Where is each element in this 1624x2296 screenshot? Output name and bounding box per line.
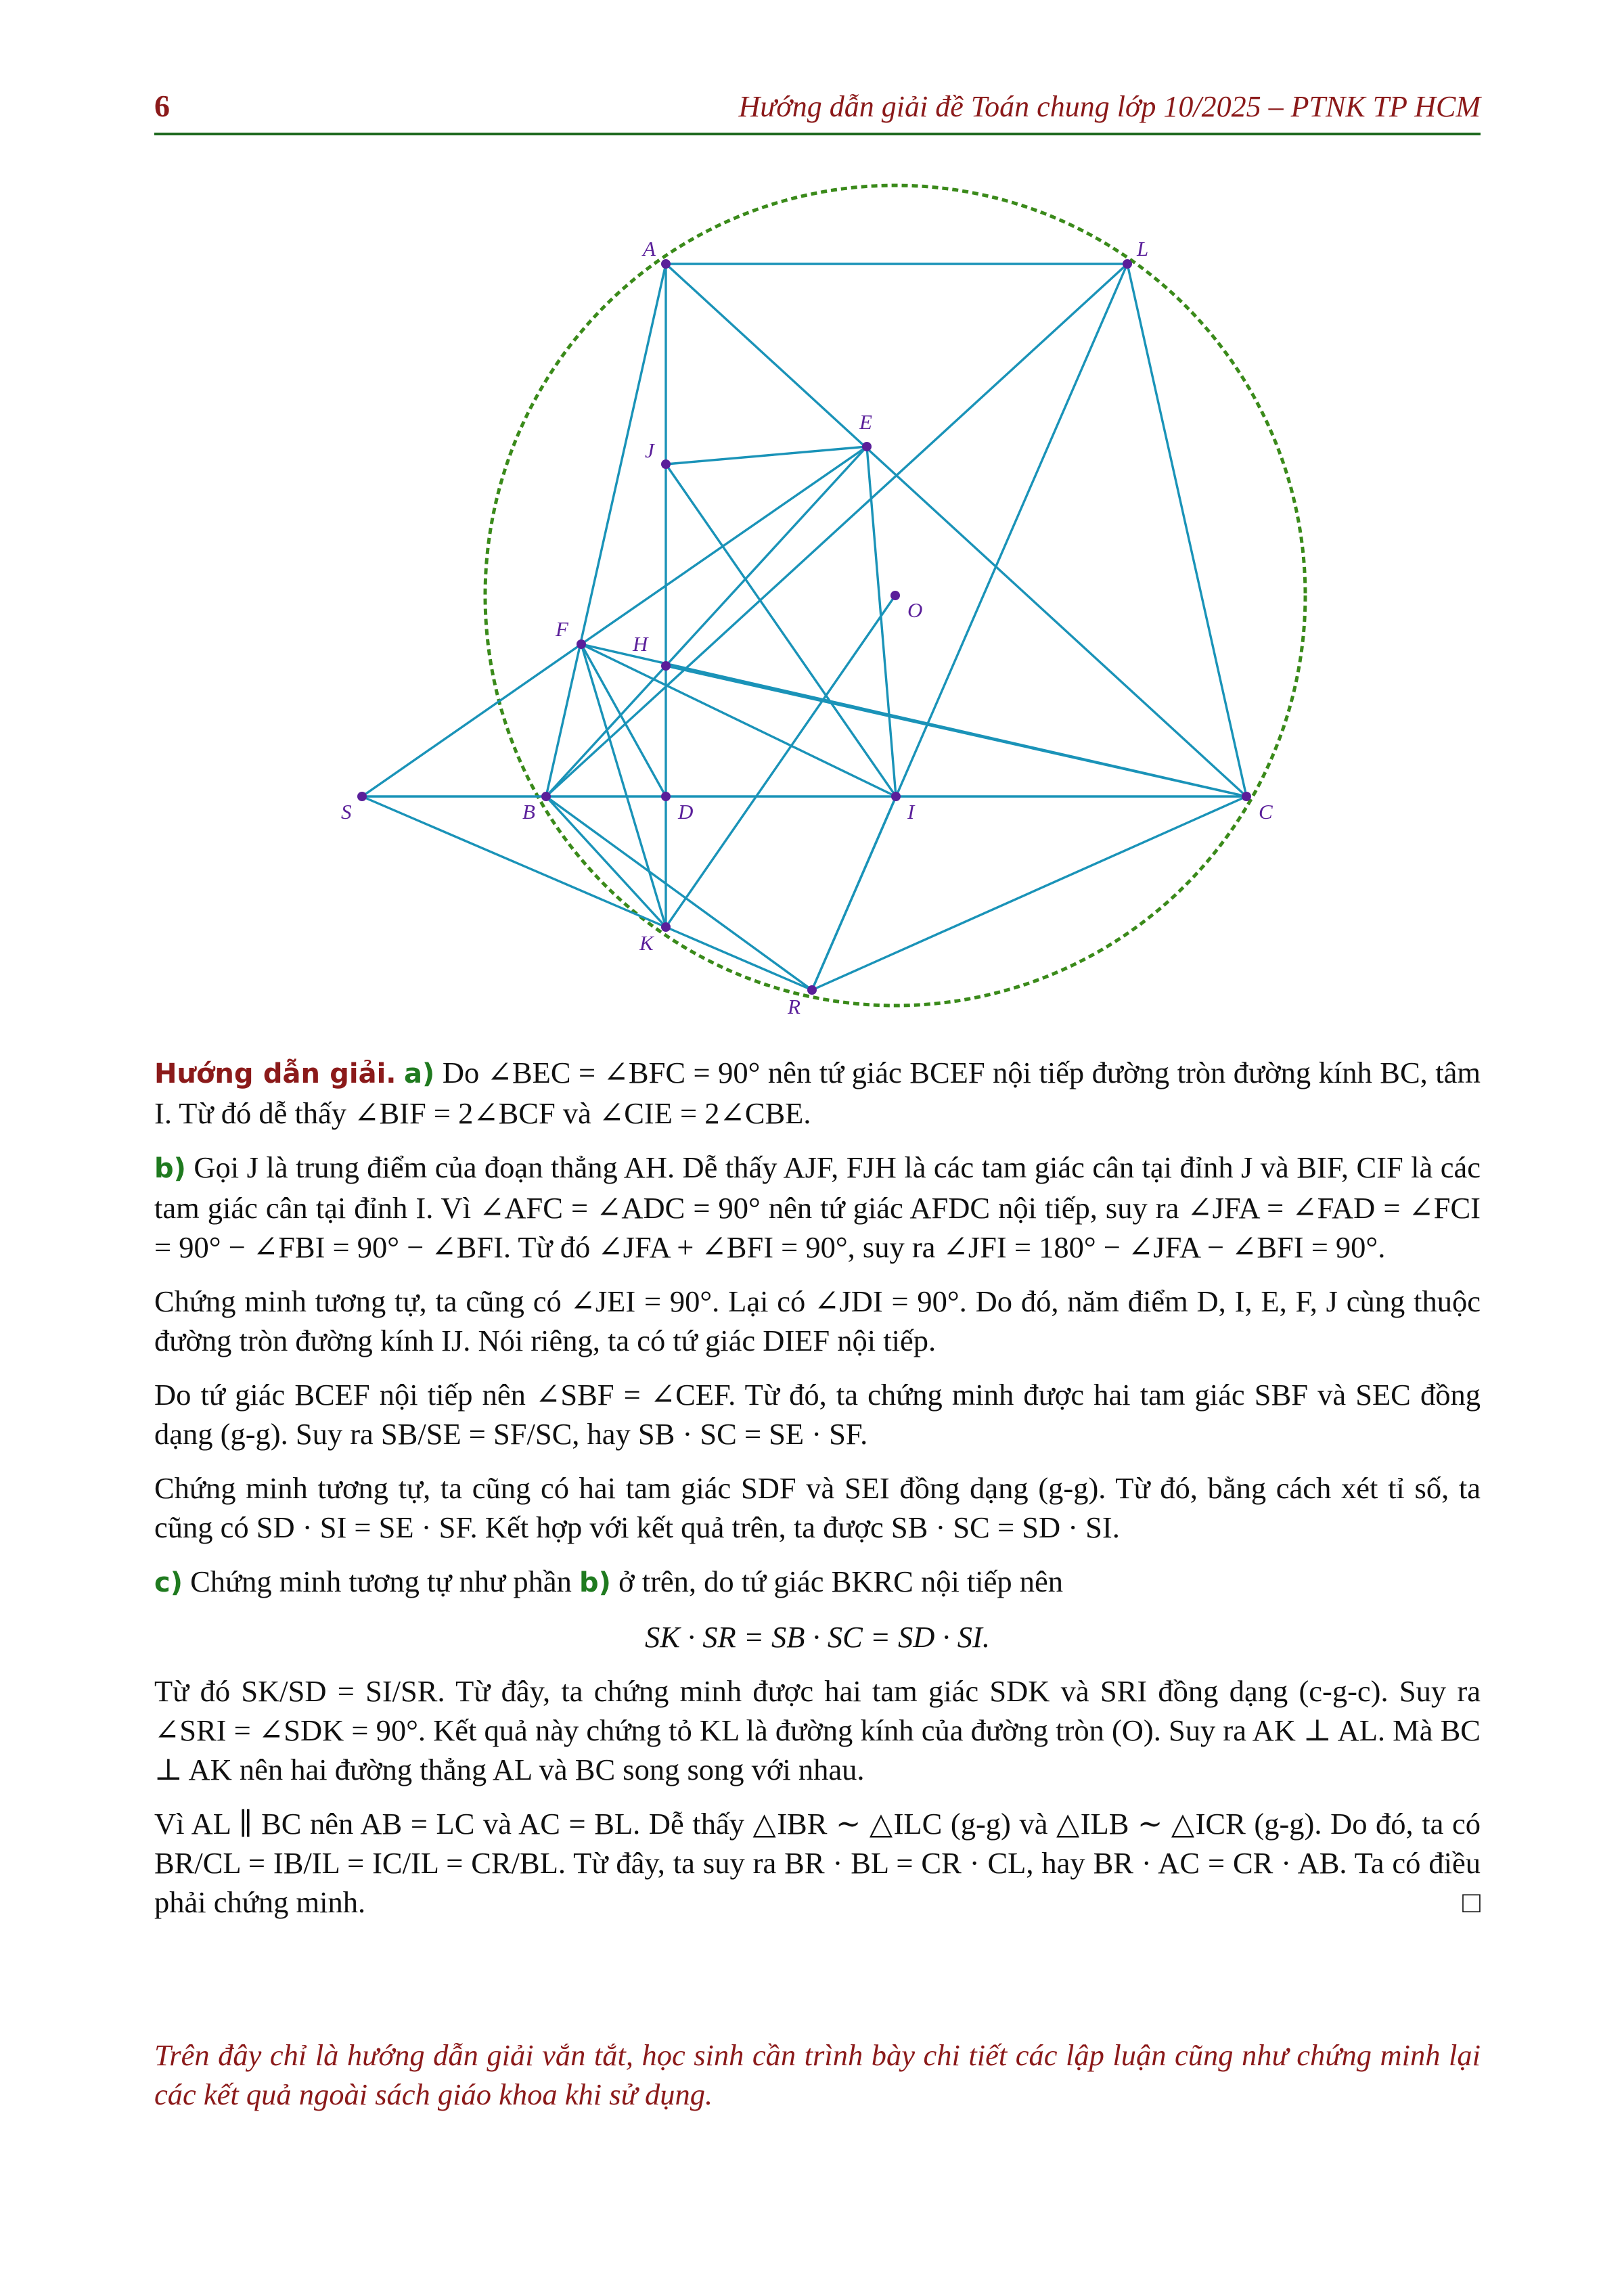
label-f: F bbox=[556, 617, 568, 641]
paragraph-3: Chứng minh tương tự, ta cũng có ∠JEI = 90°. Lại có ∠JDI = 90°. Do đó, năm điểm D, I, E, F, J cùng thuộc đường tròn đường kính IJ. Nói riêng, ta có tứ giác DIEF nội tiếp. bbox=[154, 1284, 1481, 1357]
part-a-label: a) bbox=[404, 1058, 435, 1089]
part-b-label: b) bbox=[154, 1153, 186, 1184]
point-f bbox=[577, 639, 586, 649]
label-e: E bbox=[859, 410, 872, 434]
point-i bbox=[891, 792, 901, 801]
point-r bbox=[807, 985, 817, 995]
point-labels bbox=[341, 237, 1273, 1018]
paragraph-8 bbox=[154, 1804, 1481, 1922]
display-formula: SK · SR = SB · SC = SD · SI. bbox=[645, 1620, 990, 1654]
part-c-text-post: ở trên, do tứ giác BKRC nội tiếp nên bbox=[618, 1565, 1064, 1598]
label-l: L bbox=[1137, 237, 1149, 261]
header-rule bbox=[154, 133, 1481, 135]
running-title: Hướng dẫn giải đề Toán chung lớp 10/2025 – PTNK TP HCM bbox=[738, 90, 1481, 123]
paragraph-4: Do tứ giác BCEF nội tiếp nên ∠SBF = ∠CEF. Từ đó, ta chứng minh được hai tam giác SBF và SEC đồng dạng (g-g). Suy ra SB/SE = SF/SC, hay SB · SC = SE · SF. bbox=[154, 1378, 1481, 1451]
point-c bbox=[1242, 792, 1251, 801]
point-s bbox=[357, 792, 367, 801]
page-header bbox=[154, 88, 1481, 137]
part-c-text-pre: Chứng minh tương tự như phần bbox=[190, 1565, 572, 1598]
label-h: H bbox=[633, 632, 648, 656]
solution-label: Hướng dẫn giải. bbox=[154, 1058, 397, 1089]
label-a: A bbox=[643, 237, 656, 261]
part-b-text: Gọi J là trung điểm của đoạn thẳng AH. Dễ thấy AJF, FJH là các tam giác cân tại đỉnh J và BIF, CIF là các tam giác cân tại đỉnh I. Vì ∠AFC = ∠ADC = 90° nên tứ giác AFDC nội tiếp, suy ra ∠JFA = ∠FAD = ∠FCI = 90° − ∠FBI = 90° − ∠BFI. Từ đó ∠JFA + ∠BFI = 90°, suy ra ∠JFI = 180° − ∠JFA − ∠BFI = 90°. bbox=[154, 1150, 1481, 1264]
point-k bbox=[661, 922, 671, 932]
solution-part-c bbox=[154, 1562, 1481, 1602]
point-e bbox=[862, 442, 872, 451]
label-k: K bbox=[639, 931, 654, 955]
paragraph-7: Từ đó SK/SD = SI/SR. Từ đây, ta chứng minh được hai tam giác SDK và SRI đồng dạng (c-g-c). Suy ra ∠SRI = ∠SDK = 90°. Kết quả này chứng tỏ KL là đường kính của đường tròn (O). Suy ra AK ⊥ AL. Mà BC ⊥ AK nên hai đường thẳng AL và BC song song với nhau. bbox=[154, 1674, 1481, 1786]
part-c-label: c) bbox=[154, 1567, 183, 1598]
point-h bbox=[661, 661, 671, 671]
label-b: B bbox=[522, 800, 535, 824]
solution-part-a bbox=[154, 1053, 1481, 1133]
label-s: S bbox=[341, 800, 352, 824]
part-c-ref: b) bbox=[579, 1567, 611, 1598]
qed-symbol: □ bbox=[1462, 1885, 1481, 1919]
label-r: R bbox=[788, 995, 800, 1018]
solution-part-b bbox=[154, 1148, 1481, 1267]
label-j: J bbox=[645, 438, 654, 462]
geometry-figure bbox=[318, 183, 1320, 1029]
part-a-text: Do ∠BEC = ∠BFC = 90° nên tứ giác BCEF nội tiếp đường tròn đường kính BC, tâm I. Từ đó dễ thấy ∠BIF = 2∠BCF và ∠CIE = 2∠CBE. bbox=[154, 1056, 1481, 1130]
label-o: O bbox=[907, 598, 923, 622]
label-d: D bbox=[678, 800, 694, 824]
solution-text bbox=[154, 1053, 1481, 1937]
point-l bbox=[1123, 259, 1132, 269]
label-c: C bbox=[1259, 800, 1273, 824]
point-b bbox=[541, 792, 551, 801]
paragraph-5: Chứng minh tương tự, ta cũng có hai tam giác SDF và SEI đồng dạng (g-g). Từ đó, bằng cách xét tỉ số, ta cũng có SD · SI = SE · SF. Kết hợp với kết quả trên, ta được SB · SC = SD · SI. bbox=[154, 1471, 1481, 1544]
figure-points bbox=[357, 259, 1251, 995]
page-number: 6 bbox=[154, 89, 170, 123]
construction-lines bbox=[362, 264, 1246, 990]
point-a bbox=[661, 259, 671, 269]
point-d bbox=[661, 792, 671, 801]
point-j bbox=[661, 459, 671, 469]
label-i: I bbox=[907, 800, 915, 824]
point-o bbox=[890, 591, 900, 600]
paragraph-8-text: Vì AL ∥ BC nên AB = LC và AC = BL. Dễ thấy △IBR ∼ △ILC (g-g) và △ILB ∼ △ICR (g-g). Do đó, ta có BR/CL = IB/IL = IC/IL = CR/BL. Từ đây, ta suy ra BR · BL = CR · CL, hay BR · AC = CR · AB. Ta có điều phải chứng minh. bbox=[154, 1807, 1481, 1919]
closing-note: Trên đây chỉ là hướng dẫn giải vắn tắt, học sinh cần trình bày chi tiết các lập luận cũng như chứng minh lại các kết quả ngoài sách giáo khoa khi sử dụng. bbox=[154, 2038, 1481, 2111]
